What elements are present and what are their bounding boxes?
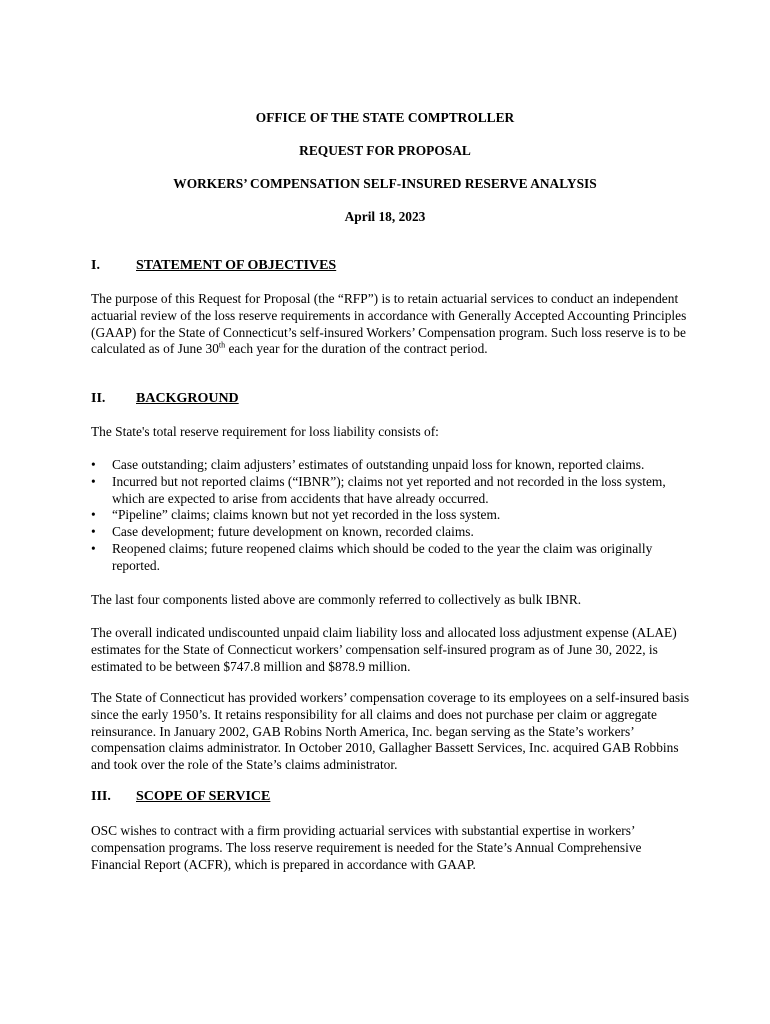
list-item: • Incurred but not reported claims (“IBNR”); claims not yet reported and not recorded in the loss system, which are expected to arise from accidents that have already occurred. [91,473,666,506]
reserve-components-list [91,457,691,575]
section-heading-objectives [91,258,336,275]
rfp-subject: WORKERS’ COMPENSATION SELF-INSURED RESERVE ANALYSIS [173,176,597,191]
bullet-icon: • [91,540,96,556]
section-number: III. [91,789,111,804]
bullet-icon: • [91,457,96,472]
section-heading-scope [91,789,270,806]
rfp-date: April 18, 2023 [344,209,426,224]
section-title: STATEMENT OF OBJECTIVES [136,258,337,273]
section-heading-background [91,391,239,408]
bullet-icon: • [91,473,96,489]
bullet-icon: • [91,524,96,540]
list-item: • Case development; future development on known, recorded claims. [91,524,474,540]
bulk-ibnr-paragraph: The last four components listed above are commonly referred to collectively as bulk IBNR. [91,592,582,607]
objectives-paragraph: The purpose of this Request for Proposal (the “RFP”) is to retain actuarial services to conduct an independent actuarial review of the loss reserve requirements in accordance with Generally Accepted Accounting Principles (GAAP) for the State of Connecticut’s self-insured Workers’ Compensation program. Such loss reserve is to be calculated as of June 30th each year for the duration of the contract period. [91,291,687,357]
section-number: II. [91,391,106,406]
scope-paragraph: OSC wishes to contract with a firm providing actuarial services with substantial expertise in workers’ compensation programs. The loss reserve requirement is needed for the State’s Annual Comprehensive Financial Report (ACFR), which is prepared in accordance with GAAP. [91,823,642,872]
background-intro: The State's total reserve requirement for loss liability consists of: [91,424,439,439]
coverage-history-paragraph: The State of Connecticut has provided workers’ compensation coverage to its employees on a self-insured basis since the early 1950’s. It retains responsibility for all claims and does not purchase per claim or aggregate reinsurance. In January 2002, GAB Robins North America, Inc. began serving as the State’s workers’ compensation claims administrator. In October 2010, Gallagher Bassett Services, Inc. acquired GAB Robbins and took over the role of the State’s claims administrator. [91,690,690,773]
section-title: BACKGROUND [136,391,239,406]
rfp-title: REQUEST FOR PROPOSAL [299,143,471,158]
list-item: • Case outstanding; claim adjusters’ estimates of outstanding unpaid loss for known, reported claims. [91,457,645,472]
office-title: OFFICE OF THE STATE COMPTROLLER [255,110,515,125]
liability-estimate-paragraph: The overall indicated undiscounted unpaid claim liability loss and allocated loss adjustment expense (ALAE) estimates for the State of Connecticut workers’ compensation self-insured program as of June 30, 2022, is estimated to be between $747.8 million and $878.9 million. [91,625,677,674]
section-number: I. [91,258,100,273]
bullet-icon: • [91,507,96,523]
section-title: SCOPE OF SERVICE [136,789,271,804]
list-item: • Reopened claims; future reopened claims which should be coded to the year the claim was originally reported. [91,540,653,573]
list-item: • “Pipeline” claims; claims known but not yet recorded in the loss system. [91,507,501,523]
